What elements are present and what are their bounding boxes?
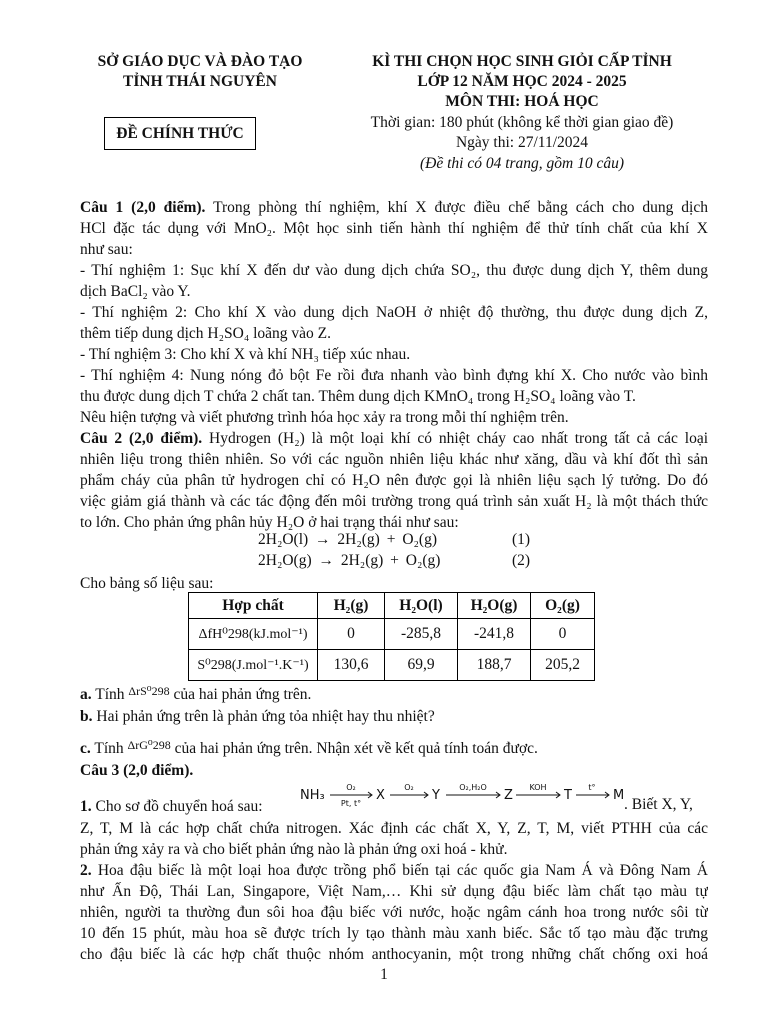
row-label-enthalpy: ΔfH⁰298(kJ.mol⁻¹) — [189, 619, 318, 650]
exam-duration: Thời gian: 180 phút (không kể thời gian giao đề) — [370, 114, 674, 131]
table-header-cell: H₂O(g) — [458, 593, 531, 619]
reaction-1: 2H₂O(l) → 2H₂(g) + O₂(g) — [258, 531, 438, 548]
table-cell: 69,9 — [385, 650, 458, 681]
q1-line-7: thêm tiếp dung dịch H₂SO₄ loãng vào Z. — [80, 325, 332, 342]
q1-experiment-1: - Thí nghiệm 1: Sục khí X đến dư vào dung dịch chứa SO₂, thu được dung dịch Y, thêm dung — [80, 262, 708, 279]
scheme-node-z: Z — [504, 788, 513, 803]
row-label-entropy: S⁰298(J.mol⁻¹.K⁻¹) — [189, 650, 318, 681]
table-cell: 0 — [531, 619, 595, 650]
q2-line-5: to lớn. Cho phản ứng phân hủy H₂O ở hai trạng thái như sau: — [80, 514, 459, 531]
q2-line-2: nhiên liệu trong thiên nhiên. So với các nguồn nhiên liệu khác như xăng, dầu và khí đốt thì sản — [80, 451, 708, 468]
q3-part-2-line-1: 2. Hoa đậu biếc là một loại hoa được trồng phổ biến tại các quốc gia Nam Á và Đông Nam Á — [80, 862, 708, 879]
table-header-row — [189, 593, 595, 619]
q1-title: Câu 1 (2,0 điểm). — [80, 199, 206, 216]
scheme-node-t: T — [564, 788, 572, 803]
q3-line-2: Z, T, M là các hợp chất chứa nitrogen. Xác định các chất X, Y, Z, T, M, viết PTHH của các — [80, 820, 708, 837]
table-header-cell: O₂(g) — [531, 593, 595, 619]
department-line-2: TỈNH THÁI NGUYÊN — [123, 73, 277, 90]
scheme-arrow-condition: Pt, t° — [340, 799, 362, 808]
scheme-arrow-label: KOH — [529, 783, 547, 792]
q3-part-2-line-2: như Ấn Độ, Thái Lan, Singapore, Việt Nam,… Khi sử dụng đậu biếc làm chất tạo màu tự — [80, 883, 708, 900]
reaction-2-number: (2) — [512, 552, 531, 569]
q3-part-2-line-4: 10 đến 15 phút, màu hoa sẽ được trích ly tạo thành màu xanh biếc. Sắc tố tạo màu đặc trưng — [80, 925, 708, 942]
table-header-cell: Hợp chất — [189, 593, 318, 619]
q2-line-4: việc giảm giá thành và các tác động đến môi trường trong quá trình sản xuất H₂ là một thách thức — [80, 493, 708, 510]
conversion-scheme — [300, 780, 624, 812]
q3-line-3: phản ứng xảy ra và cho biết phản ứng nào là phản ứng oxi hoá - khử. — [80, 841, 508, 858]
table-row — [189, 619, 595, 650]
q1-experiment-4: - Thí nghiệm 4: Nung nóng đỏ bột Fe rồi đưa nhanh vào bình đựng khí X. Cho nước vào bình — [80, 367, 708, 384]
q1-experiment-2: - Thí nghiệm 2: Cho khí X vào dung dịch NaOH ở nhiệt độ thường, thu được dung dịch Z, — [80, 304, 708, 321]
scheme-arrow-label: t° — [588, 783, 596, 792]
scheme-node-x: X — [376, 788, 385, 803]
table-row — [189, 650, 595, 681]
scheme-node-m: M — [613, 788, 624, 803]
entropy-symbol: ΔrS⁰298 — [128, 684, 170, 698]
table-cell: 188,7 — [458, 650, 531, 681]
official-exam-stamp: ĐỀ CHÍNH THỨC — [104, 117, 256, 150]
scheme-arrow-label: O₂ — [346, 783, 356, 792]
q1-line-5: dịch BaCl₂ vào Y. — [80, 283, 191, 300]
exam-subject: MÔN THI: HOÁ HỌC — [445, 93, 599, 110]
q2-part-a: a. Tính $^{\Delta rS^0298}$ của hai phản ứng trên. — [80, 684, 312, 703]
table-cell: 205,2 — [531, 650, 595, 681]
scheme-arrow-label: O₂,H₂O — [459, 783, 487, 792]
q1-line-10: thu được dung dịch T chứa 2 chất tan. Thêm dung dịch KMnO₄ trong H₂SO₄ loãng vào T. — [80, 388, 636, 405]
table-cell: 0 — [318, 619, 385, 650]
exam-title-line-2: LỚP 12 NĂM HỌC 2024 - 2025 — [417, 73, 627, 90]
gibbs-symbol: ΔrG⁰298 — [127, 738, 171, 752]
scheme-node-nh3: NH₃ — [300, 788, 325, 803]
table-cell: 130,6 — [318, 650, 385, 681]
q2-line-3: phẩm cháy của phân tử hydrogen chỉ có H₂O nên được gọi là nhiên liệu sạch lý tưởng. Do đó — [80, 472, 708, 489]
exam-date: Ngày thi: 27/11/2024 — [455, 134, 589, 151]
reaction-2: 2H₂O(g) → 2H₂(g) + O₂(g) — [258, 552, 441, 569]
table-header-cell: H₂(g) — [318, 593, 385, 619]
table-intro: Cho bảng số liệu sau: — [80, 575, 214, 592]
q3-title: Câu 3 (2,0 điểm). — [80, 762, 194, 779]
scheme-arrow-label: O₂ — [404, 783, 414, 792]
q3-part-2-line-3: nhiên, người ta thường đun sôi hoa đậu biếc với nước, hoặc ngâm cánh hoa trong nước sôi từ — [80, 904, 708, 921]
scheme-node-y: Y — [432, 788, 440, 803]
q1-line-3: như sau: — [80, 241, 133, 258]
thermo-data-table — [188, 592, 595, 681]
table-cell: -241,8 — [458, 619, 531, 650]
exam-title-line-1: KÌ THI CHỌN HỌC SINH GIỎI CẤP TỈNH — [372, 53, 672, 70]
q3-part-2-line-5: cho đậu biếc là các hợp chất thuộc nhóm anthocyanin, một trong những chất chống oxi hoá — [80, 946, 708, 963]
page-number: 1 — [380, 966, 388, 983]
table-cell: -285,8 — [385, 619, 458, 650]
department-line-1: SỞ GIÁO DỤC VÀ ĐÀO TẠO — [97, 53, 303, 70]
q2-title: Câu 2 (2,0 điểm). — [80, 430, 203, 447]
q2-line-1: Câu 2 (2,0 điểm). Hydrogen (H₂) là một loại khí có nhiệt cháy cao nhất trong tất cả các loại — [80, 430, 708, 447]
q1-line-1: Câu 1 (2,0 điểm). Trong phòng thí nghiệm, khí X được điều chế bằng cách cho dung dịch — [80, 199, 708, 216]
q1-experiment-3: - Thí nghiệm 3: Cho khí X và khí NH₃ tiếp xúc nhau. — [80, 346, 411, 363]
q1-task: Nêu hiện tượng và viết phương trình hóa học xảy ra trong mỗi thí nghiệm trên. — [80, 409, 569, 426]
exam-page-note: (Đề thi có 04 trang, gồm 10 câu) — [419, 155, 625, 172]
reaction-1-number: (1) — [512, 531, 531, 548]
q2-part-b: b. Hai phản ứng trên là phản ứng tỏa nhiệt hay thu nhiệt? — [80, 708, 435, 725]
table-header-cell: H₂O(l) — [385, 593, 458, 619]
q1-line-2: HCl đặc tác dụng với MnO₂. Một học sinh tiến hành thí nghiệm để thử tính chất của khí X — [80, 220, 708, 237]
q3-part-1-tail: . Biết X, Y, — [624, 796, 693, 813]
q3-part-1-line-1: 1. Cho sơ đồ chuyển hoá sau: — [80, 798, 263, 815]
q2-part-c: c. Tính $^{\Delta rG^0298}$ của hai phản ứng trên. Nhận xét về kết quả tính toán được. — [80, 738, 538, 757]
